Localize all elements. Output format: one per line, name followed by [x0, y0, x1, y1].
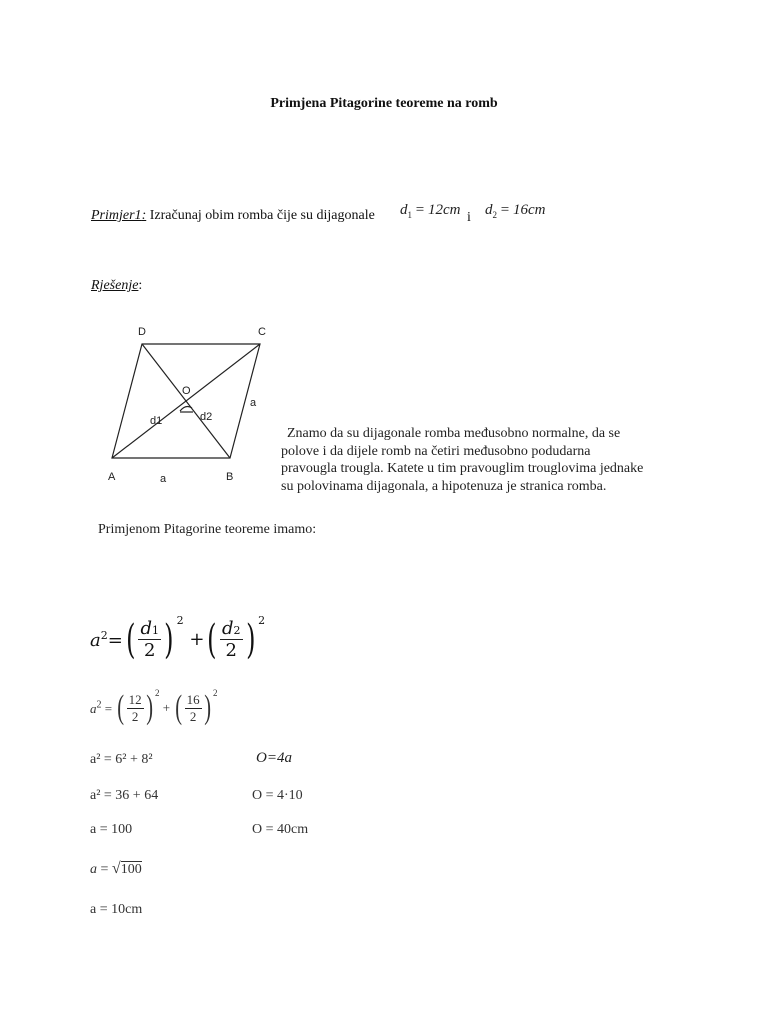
example-line: Primjer1: Izračunaj obim romba čije su dijagonale — [91, 208, 375, 223]
vertex-a-label: A — [108, 471, 116, 483]
equation-squares: a² = 6² + 8² — [90, 752, 153, 767]
vertex-b-label: B — [226, 471, 234, 483]
page-title: Primjena Pitagorine teoreme na romb — [270, 96, 498, 111]
paragraph-line: Znamo da su dijagonale romba međusobno normalne, da se — [287, 426, 621, 441]
d1-label: d1 — [150, 415, 163, 427]
intro-text: Primjenom Pitagorine teoreme imamo: — [98, 522, 317, 537]
example-text: Izračunaj obim romba čije su dijagonale — [149, 208, 375, 223]
explanation-paragraph — [281, 425, 681, 495]
equation-sqrt: a = √100 — [90, 860, 142, 877]
right-angle-mark — [180, 407, 192, 411]
equation-hundred: a = 100 — [90, 822, 133, 837]
vertex-d-label: D — [138, 326, 146, 338]
center-o-label: O — [182, 385, 191, 397]
d2-formula: $d_2 = 16cm$ — [485, 202, 546, 220]
paragraph-line: su polovinama dijagonala, a hipotenuza je stranica romba. — [281, 478, 607, 494]
diagonal-d2-line — [142, 344, 230, 458]
perimeter-formula: O=4a — [256, 750, 292, 766]
paragraph-line: polove i da dijele romb na četiri međusobno podudarna — [281, 443, 591, 459]
equation-general: $a^2=$( $\frac{d1}{2}$ ) $^2$ +( $\frac{d2}{2}$ ) $^2$ — [90, 614, 266, 663]
conjunction: i — [467, 210, 471, 225]
solution-label: Rješenje: — [91, 278, 143, 293]
equation-sum: a² = 36 + 64 — [90, 788, 159, 803]
d2-label: d2 — [200, 411, 213, 423]
side-bottom-label: a — [160, 473, 167, 485]
perimeter-result: O = 40cm — [252, 822, 309, 837]
d1-formula: $d_1 = 12cm$ — [400, 202, 461, 220]
example-label: Primjer1 — [91, 208, 142, 223]
equation-result: a = 10cm — [90, 902, 143, 917]
rhombus-diagram — [100, 320, 280, 490]
vertex-c-label: C — [258, 326, 266, 338]
equation-substituted: $a^2$ = ( $\frac{12}{2}$ ) $^2$ + ( $\frac{16}{2}$ ) $^2$ — [90, 688, 218, 726]
paragraph-line: pravougla trougla. Katete u tim pravouglim trouglovima jednake — [281, 461, 644, 476]
side-right-label: a — [250, 397, 257, 409]
perimeter-substituted: O = 4·10 — [252, 788, 303, 803]
